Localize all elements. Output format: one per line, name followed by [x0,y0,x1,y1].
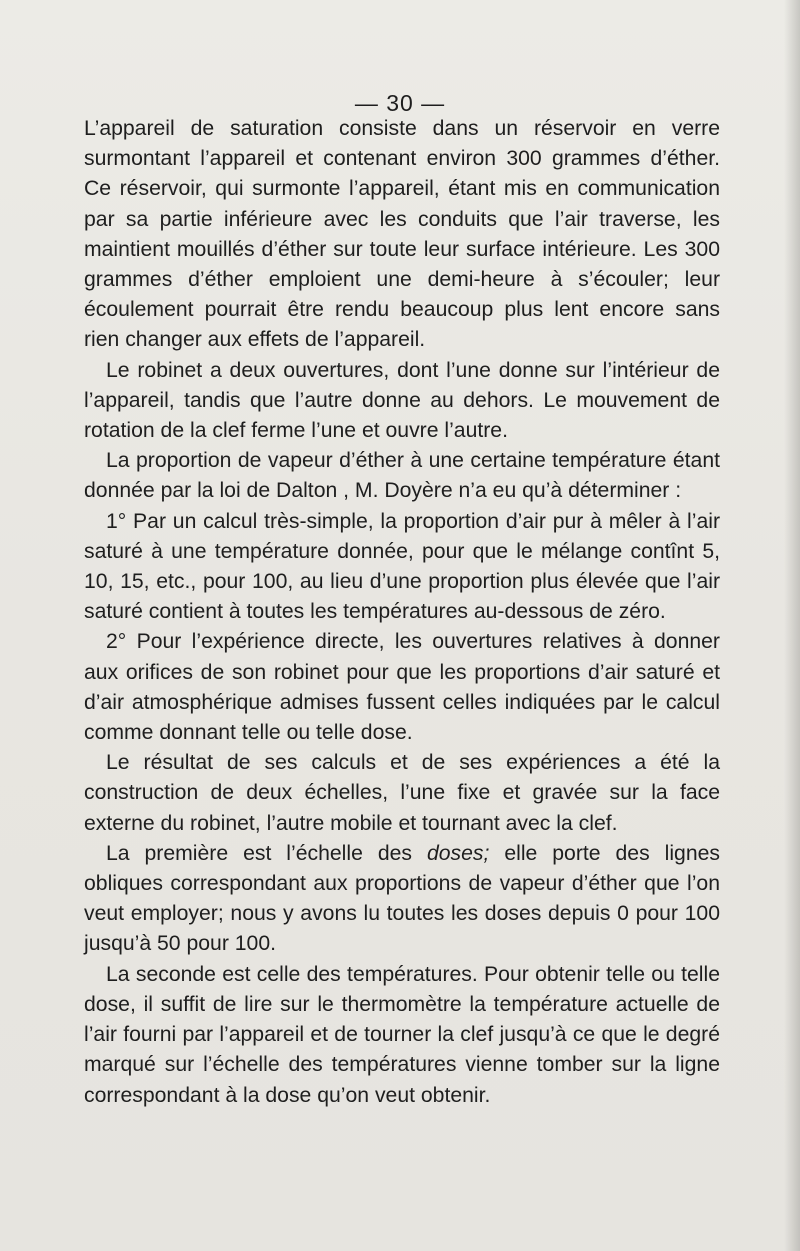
page-edge-shadow [784,0,800,1251]
paragraph-robinet: Le robinet a deux ouvertures, dont l’une donne sur l’intérieur de l’appareil, tandis que l’autre donne au dehors. Le mouvement de rotation de la clef ferme l’une et ouvre l’autre. [84,358,720,443]
paragraph-dose-scale [84,839,720,960]
paragraph-point-1: 1° Par un calcul très-simple, la proportion d’air pur à mêler à l’air saturé à une température donnée, pour que le mélange contînt 5, 10, 15, etc., pour 100, au lieu d’une proportion plus élevée que l’air saturé contient à toutes les températures au-dessous de zéro. [84,509,720,624]
body-text [84,114,720,1111]
doses-italic-term: doses; [426,841,490,865]
paragraph-point-2: 2° Pour l’expérience directe, les ouvertures relatives à donner aux orifices de son robinet pour que les proportions d’air saturé et d’air atmosphérique admises fussent celles indiquées par le calcul comme donnant telle ou telle dose. [84,630,720,745]
paragraph-temperature-scale: La seconde est celle des températures. Pour obtenir telle ou telle dose, il suffit de lire sur le thermomètre la température actuelle de l’air fourni par l’appareil et de tourner la clef jusqu’à ce que le degré marqué sur l’échelle des températures vienne tomber sur la ligne correspondant à la dose qu’on veut obtenir. [84,962,720,1107]
dose-scale-text-after: elle porte des lignes obliques correspondant aux proportions de vapeur d’éther que l’on veut employer; nous y avons lu toutes les doses depuis 0 pour 100 jusqu’à 50 pour 100. [84,841,720,956]
page-number: — 30 — [354,90,446,116]
paragraph-saturation-apparatus: L’appareil de saturation consiste dans un réservoir en verre surmontant l’appareil et contenant environ 300 grammes d’éther. Ce réservoir, qui surmonte l’appareil, étant mis en communication par sa partie inférieure avec les conduits que l’air traverse, les maintient mouillés d’éther sur toute leur surface intérieure. Les 300 grammes d’éther emploient une demi-heure à s’écouler; leur écoulement pourrait être rendu beaucoup plus lent encore sans rien changer aux effets de l’appareil. [84,117,720,352]
dose-scale-text-before: La première est l’échelle des [106,841,427,865]
paragraph-dalton-law: La proportion de vapeur d’éther à une certaine température étant donnée par la loi de Dalton , M. Doyère n’a eu qu’à déterminer : [84,449,720,503]
paragraph-two-scales: Le résultat de ses calculs et de ses expériences a été la construction de deux échelles, l’une fixe et gravée sur la face externe du robinet, l’autre mobile et tournant avec la clef. [84,751,720,835]
